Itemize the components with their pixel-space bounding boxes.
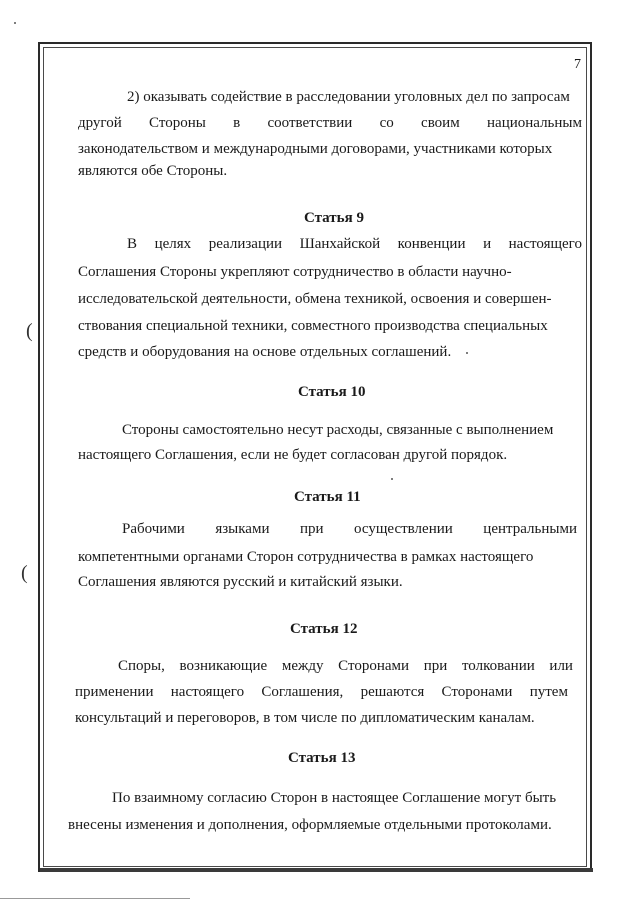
word: Рабочими [122, 521, 185, 537]
article-11-line3: Соглашения являются русский и китайский языки. [78, 574, 403, 590]
word: применении [75, 684, 154, 700]
word: между [281, 658, 324, 674]
article-11-title: Статья 11 [294, 489, 361, 505]
item2-line4: являются обе Стороны. [78, 163, 228, 179]
word: центральными [483, 521, 577, 537]
word: Сторонами [441, 684, 513, 700]
word: Сторонами [338, 658, 410, 674]
article-13-line1: По взаимному согласию Сторон в настоящее Соглашение могут быть [112, 790, 557, 806]
word: другой [78, 115, 122, 131]
word: Споры, [118, 658, 165, 674]
word: языками [215, 521, 270, 537]
article-9-line3: исследовательской деятельности, обмена техникой, освоения и совершен- [78, 291, 552, 307]
article-11-line2: компетентными органами Сторон сотрудничества в рамках настоящего [78, 549, 534, 565]
word: Шанхайской [299, 236, 381, 252]
article-10-title: Статья 10 [298, 384, 366, 400]
scan-edge-line [0, 898, 190, 899]
article-12-line1 [118, 657, 573, 675]
word: Соглашения, [261, 684, 344, 700]
article-9-line5: средств и оборудования на основе отдельных соглашений. [78, 344, 452, 360]
word: при [423, 658, 448, 674]
scan-speck [466, 352, 468, 354]
scan-speck [14, 22, 16, 24]
word: и [483, 236, 492, 252]
item2-line1: 2) оказывать содействие в расследовании уголовных дел по запросам [127, 89, 570, 105]
word: возникающие [179, 658, 268, 674]
article-9-title: Статья 9 [304, 210, 364, 226]
word: настоящего [508, 236, 582, 252]
word: в [233, 115, 241, 131]
word: со [379, 115, 394, 131]
article-10-line2: настоящего Соглашения, если не будет согласован другой порядок. [78, 447, 508, 463]
word: решаются [360, 684, 425, 700]
margin-mark: ( [21, 562, 28, 584]
article-13-title: Статья 13 [288, 750, 356, 766]
article-9-line2: Соглашения Стороны укрепляют сотрудничество в области научно- [78, 264, 512, 280]
article-10-line1: Стороны самостоятельно несут расходы, связанные с выполнением [122, 422, 554, 438]
margin-mark: ( [26, 320, 33, 342]
word: при [299, 521, 324, 537]
word: соответствии [267, 115, 353, 131]
word: В [127, 236, 138, 252]
item2-line2 [78, 114, 582, 132]
word: или [549, 658, 573, 674]
article-13-line2: внесены изменения и дополнения, оформляемые отдельными протоколами. [68, 817, 552, 833]
word: реализации [208, 236, 283, 252]
word: конвенции [397, 236, 466, 252]
word: осуществлении [354, 521, 453, 537]
word: толковании [461, 658, 535, 674]
article-12-title: Статья 12 [290, 621, 358, 637]
word: целях [154, 236, 192, 252]
page-border-shadow [40, 868, 593, 872]
word: своим [421, 115, 460, 131]
scan-speck [391, 478, 393, 480]
article-12-line2 [75, 683, 568, 701]
word: национальным [487, 115, 582, 131]
article-9-line1 [127, 235, 582, 253]
item2-line3: законодательством и международными договорами, участниками которых [78, 141, 553, 157]
article-9-line4: ствования специальной техники, совместного производства специальных [78, 318, 548, 334]
page-number: 7 [574, 57, 581, 72]
word: настоящего [170, 684, 245, 700]
article-12-line3: консультаций и переговоров, в том числе по дипломатическим каналам. [75, 710, 535, 726]
article-11-line1 [122, 520, 577, 538]
word: путем [529, 684, 568, 700]
word: Стороны [149, 115, 206, 131]
